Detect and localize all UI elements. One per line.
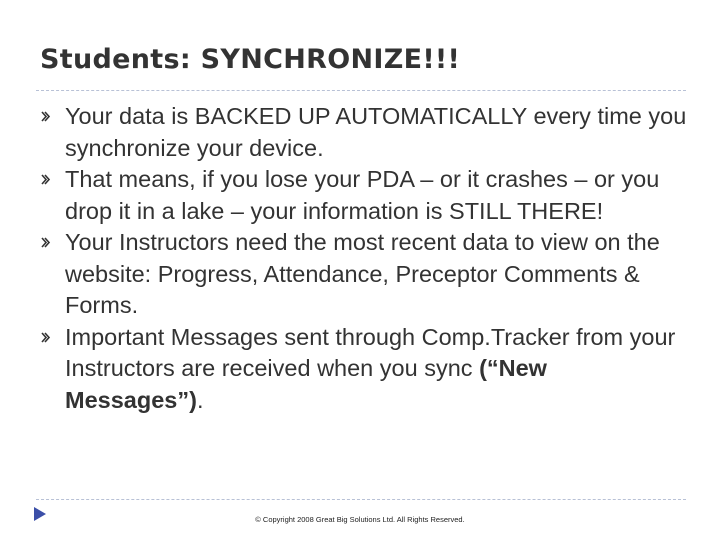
bullet-item xyxy=(40,227,688,322)
bullet-list xyxy=(40,101,688,416)
bullet-item xyxy=(40,322,688,417)
arrow-bullet-icon xyxy=(40,332,51,343)
bullet-text: Your Instructors need the most recent data to view on the website: Progress, Attendance, Preceptor Comments & Forms. xyxy=(65,229,660,318)
footer-divider xyxy=(36,499,686,500)
bullet-text-bold: (“New Messages”) xyxy=(65,355,547,413)
bullet-text: That means, if you lose your PDA – or it crashes – or you drop it in a lake – your information is STILL THERE! xyxy=(65,166,660,224)
bullet-item xyxy=(40,164,688,227)
copyright-text: © Copyright 2008 Great Big Solutions Ltd. All Rights Reserved. xyxy=(255,515,465,524)
arrow-bullet-icon xyxy=(40,111,51,122)
title-divider xyxy=(36,90,686,91)
arrow-bullet-icon xyxy=(40,237,51,248)
slide-title: Students: SYNCHRONIZE!!! xyxy=(40,44,461,75)
arrow-bullet-icon xyxy=(40,174,51,185)
bullet-text: Important Messages sent through Comp.Tracker from your Instructors are received when you sync xyxy=(65,323,676,381)
bullet-item xyxy=(40,101,688,164)
bullet-text-end: . xyxy=(196,386,204,413)
bullet-text: Your data is BACKED UP AUTOMATICALLY every time you synchronize your device. xyxy=(65,103,687,161)
